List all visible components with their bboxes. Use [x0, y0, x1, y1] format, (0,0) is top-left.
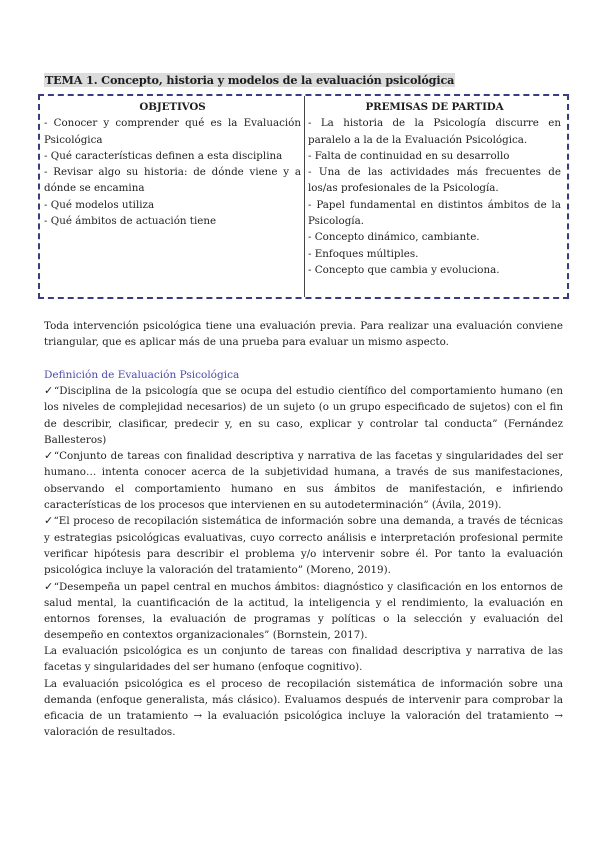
definition-item: [44, 383, 563, 448]
objective-item: - Conocer y comprender qué es la Evaluación Psicológica: [44, 117, 301, 146]
column-divider: [304, 96, 305, 297]
premises-heading: PREMISAS DE PARTIDA: [365, 101, 504, 113]
definition-item: [44, 448, 563, 513]
definitions-list: [44, 383, 563, 644]
definition-text: “Desempeña un papel central en muchos ámbitos: diagnóstico y clasificación en los entornos de salud mental, la cuantificación de la actitud, la inteligencia y el rendimiento, la evaluación en entornos forenses, la evaluación de programas y políticas o la selección y evaluación del desempeño en contextos organizacionales” (Bornstein, 2017).: [44, 580, 563, 642]
premise-item: - Concepto que cambia y evoluciona.: [308, 263, 500, 276]
definition-item: [44, 513, 563, 578]
page-title: TEMA 1. Concepto, historia y modelos de la evaluación psicológica: [45, 73, 455, 87]
premise-item: - Falta de continuidad en su desarrollo: [308, 149, 510, 162]
premise-item: - Una de las actividades más frecuentes de los/as profesionales de la Psicología.: [308, 166, 561, 195]
objectives-column: [44, 99, 301, 229]
objective-item: - Qué modelos utiliza: [44, 198, 155, 211]
check-icon: ✓: [44, 514, 54, 528]
summary-paragraph: La evaluación psicológica es el proceso de recopilación sistemática de información sobre una demanda (enfoque generalista, más clásico). Evaluamos después de intervenir para comprobar la eficacia de un tratamiento → la evaluación psicológica incluye la valoración del tratamiento → valoración de resultados.: [44, 677, 563, 739]
definition-text: “El proceso de recopilación sistemática de información sobre una demanda, a través de técnicas y estrategias psicológicas evaluativas, cuyo correcto análisis e interpretación profesional permite verificar hipótesis para describir el problema y/o intervenir sobre él. Por tanto la evaluación psicológica incluye la valoración del tratamiento” (Moreno, 2019).: [44, 515, 563, 577]
objectives-premises-box: [38, 94, 569, 299]
definition-item: [44, 579, 563, 644]
definitions-heading: Definición de Evaluación Psicológica: [44, 369, 240, 381]
objectives-heading: OBJETIVOS: [139, 101, 206, 113]
premise-item: - Concepto dinámico, cambiante.: [308, 231, 480, 244]
definition-text: “Conjunto de tareas con finalidad descriptiva y narrativa de las facetas y singularidades del ser humano… intenta conocer acerca de la subjetividad humana, a través de sus manifestaciones, observando el comportamiento humano en sus ámbitos de manifestación, e infiriendo características de los procesos que intervienen en su autodeterminación” (Ávila, 2019).: [44, 450, 564, 512]
check-icon: ✓: [44, 449, 54, 463]
objective-item: - Qué características definen a esta disciplina: [44, 149, 283, 162]
intro-paragraph: Toda intervención psicológica tiene una evaluación previa. Para realizar una evaluación conviene triangular, que es aplicar más de una prueba para evaluar un mismo aspecto.: [44, 320, 563, 349]
premises-column: [308, 99, 561, 278]
premise-item: - La historia de la Psicología discurre en paralelo a la de la Evaluación Psicológica.: [308, 117, 561, 146]
objective-item: - Qué ámbitos de actuación tiene: [44, 215, 217, 228]
check-icon: ✓: [44, 579, 54, 593]
premise-item: - Enfoques múltiples.: [308, 247, 419, 260]
summary-section: [44, 643, 563, 741]
summary-paragraph: La evaluación psicológica es un conjunto de tareas con finalidad descriptiva y narrativa de las facetas y singularidades del ser humano (enfoque cognitivo).: [44, 645, 563, 674]
definition-text: “Disciplina de la psicología que se ocupa del estudio científico del comportamiento humano (en los niveles de complejidad necesarios) de un sujeto (o un grupo especificado de sujetos) con el fin de describir, clasificar, predecir y, en su caso, explicar y controlar tal conducta” (Fernández Ballesteros): [44, 385, 563, 446]
check-icon: ✓: [44, 384, 54, 397]
objective-item: - Revisar algo su historia: de dónde viene y a dónde se encamina: [44, 166, 301, 195]
premise-item: - Papel fundamental en distintos ámbitos de la Psicología.: [308, 198, 561, 228]
